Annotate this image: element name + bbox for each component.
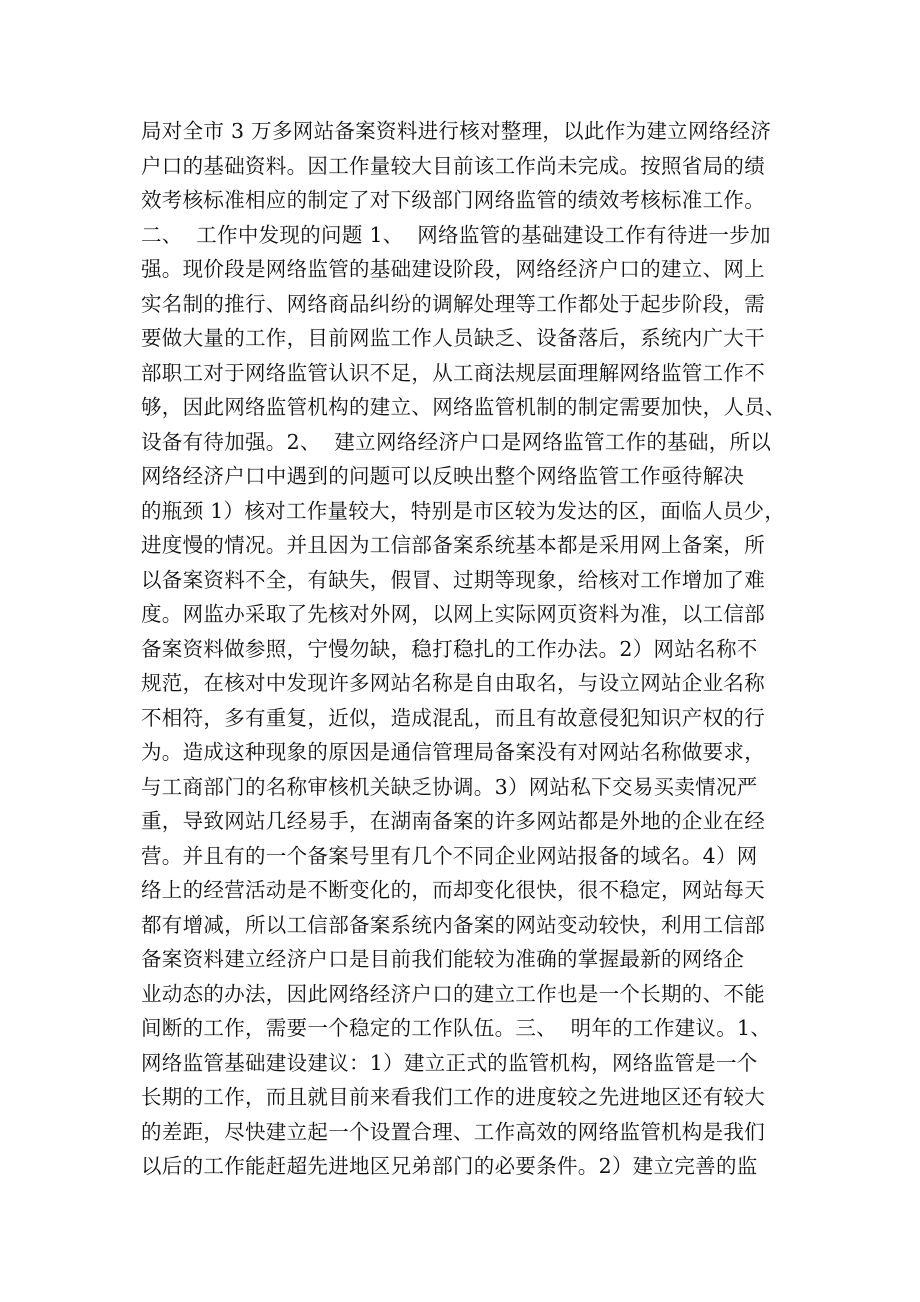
text-line: 以后的工作能赶超先进地区兄弟部门的必要条件。2）建立完善的监 [141,1154,758,1178]
text-line: 络上的经营活动是不断变化的，而却变化很快，很不稳定，网站每天 [141,878,765,902]
text-line: 备案资料建立经济户口是目前我们能较为准确的掌握最新的网络企 [141,947,745,971]
text-line: 以备案资料不全，有缺失，假冒、过期等现象，给核对工作增加了难 [141,567,765,592]
text-line: 规范，在核对中发现许多网站名称是自由取名，与设立网站企业名称 [141,671,765,695]
text-line: 效考核标准相应的制定了对下级部门网络监管的绩效考核标准工作。 [141,188,765,212]
text-line: 业动态的办法，因此网络经济户口的建立工作也是一个长期的、不能 [141,981,765,1006]
text-line: 重，导致网站几经易手，在湖南备案的许多网站都是外地的企业在经 [141,809,765,833]
text-line: 为。造成这种现象的原因是通信管理局备案没有对网站名称做要求， [141,740,765,764]
text-line: 网络监管基础建设建议：1）建立正式的监管机构，网络监管是一个 [141,1050,758,1075]
text-line: 局对全市 3 万多网站备案资料进行核对整理，以此作为建立网络经济 [141,119,772,143]
text-line: 间断的工作，需要一个稳定的工作队伍。三、 明年的工作建议。1、 [141,1016,772,1040]
text-line: 营。并且有的一个备案号里有几个不同企业网站报备的域名。4）网 [141,843,758,868]
text-line: 长期的工作，而且就目前来看我们工作的进度较之先进地区还有较大 [141,1085,765,1109]
text-line: 都有增减，所以工信部备案系统内备案的网站变动较快，利用工信部 [141,912,765,937]
body-text [141,114,786,1184]
text-line: 户口的基础资料。因工作量较大目前该工作尚未完成。按照省局的绩 [141,153,765,178]
text-line: 网络经济户口中遇到的问题可以反映出整个网络监管工作亟待解决 [141,464,745,488]
text-line: 与工商部门的名称审核机关缺乏协调。3）网站私下交易买卖情况严 [141,774,758,799]
text-line: 部职工对于网络监管认识不足，从工商法规层面理解网络监管工作不 [141,360,765,385]
text-line: 设备有待加强。2、 建立网络经济户口是网络监管工作的基础，所以 [141,429,772,454]
text-line: 的瓶颈 1）核对工作量较大，特别是市区较为发达的区，面临人员少， [141,498,786,523]
text-line: 强。现价段是网络监管的基础建设阶段，网络经济户口的建立、网上 [141,257,765,281]
text-line: 够，因此网络监管机构的建立、网络监管机制的制定需要加快，人员、 [141,395,786,419]
text-line: 不相符，多有重复，近似，造成混乱，而且有故意侵犯知识产权的行 [141,705,765,730]
text-line: 度。网监办采取了先核对外网，以网上实际网页资料为准，以工信部 [141,602,765,626]
text-line: 备案资料做参照，宁慢勿缺，稳打稳扎的工作办法。2）网站名称不 [141,636,758,661]
text-line: 的差距，尽快建立起一个设置合理、工作高效的网络监管机构是我们 [141,1119,765,1144]
text-line: 要做大量的工作，目前网监工作人员缺乏、设备落后，系统内广大干 [141,326,765,350]
text-line: 进度慢的情况。并且因为工信部备案系统基本都是采用网上备案，所 [141,533,765,557]
text-line: 实名制的推行、网络商品纠纷的调解处理等工作都处于起步阶段，需 [141,291,765,316]
text-line: 二、 工作中发现的问题 1、 网络监管的基础建设工作有待进一步加 [141,222,771,247]
